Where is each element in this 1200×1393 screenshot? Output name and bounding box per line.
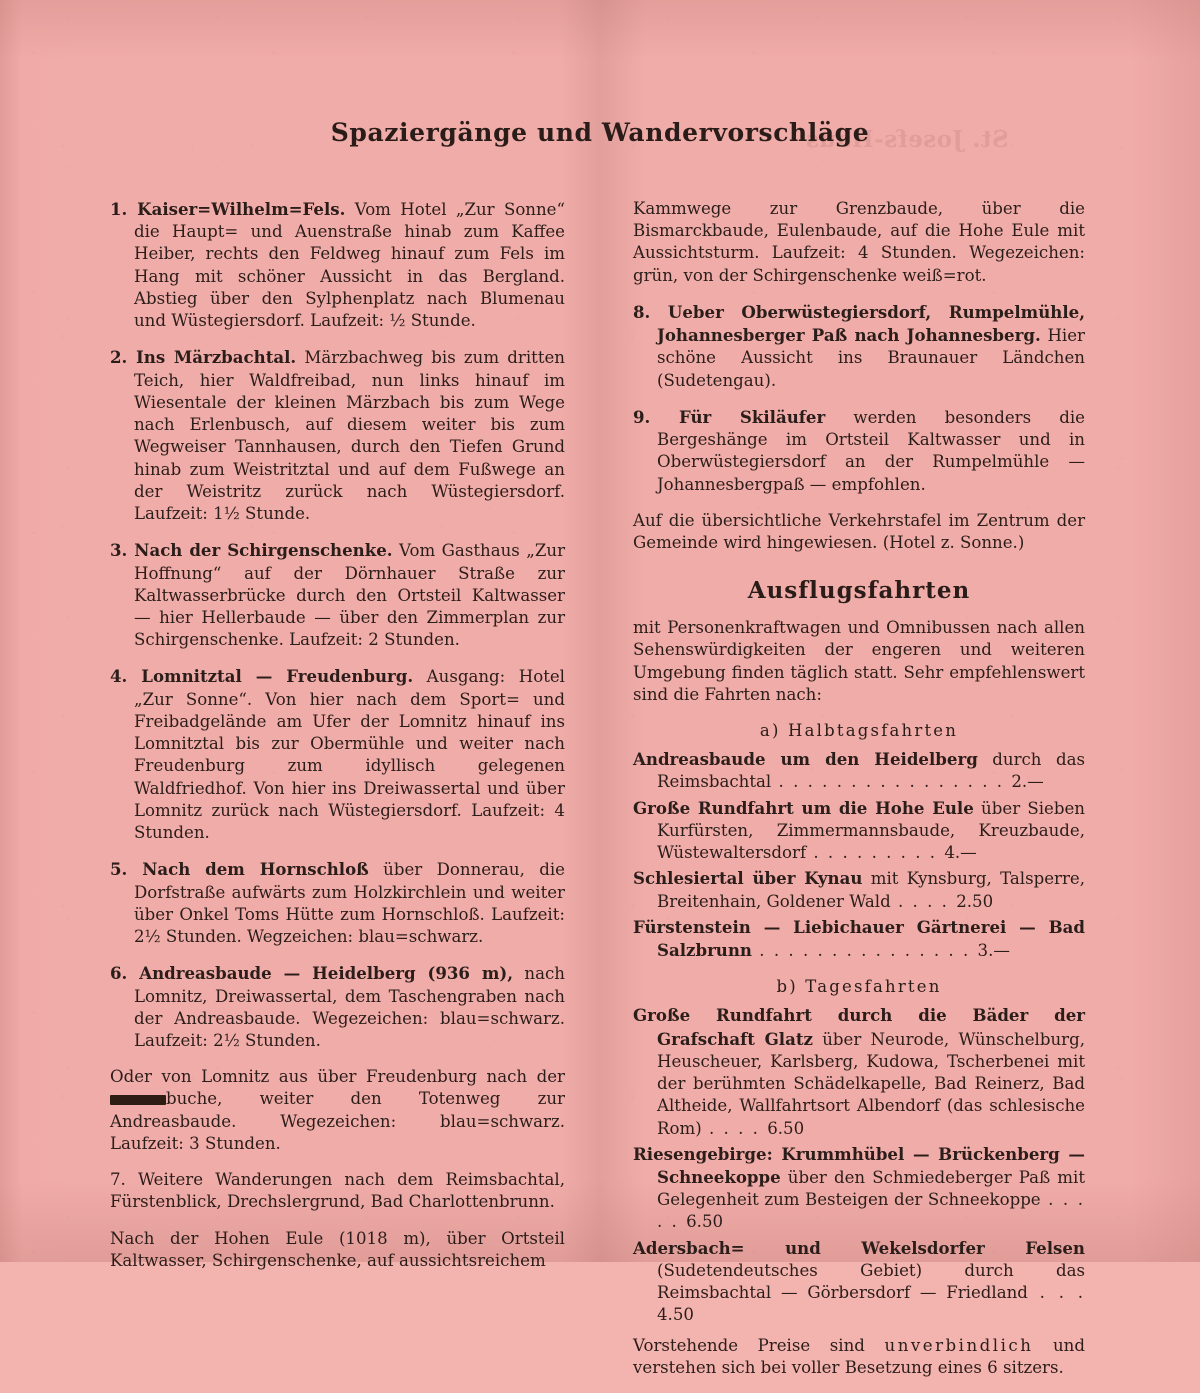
walk-item-3 xyxy=(110,539,565,651)
walk-item-1-lead: 1. Kaiser=Wilhelm=Fels. xyxy=(110,199,346,219)
walk-item-6-alternative xyxy=(110,1066,565,1155)
walk-item-1-text: Vom Hotel „Zur Sonne“ die Haupt= und Auenstraße hinab zum Kaffee Heiber, rechts den Feldweg hinauf zum Fels im Hang mit schöner Aussicht in das Bergland. Abstieg über den Sylphenplatz nach Blumenau und Wüstegiersdorf. Laufzeit: ½ Stunde. xyxy=(134,200,565,331)
walk-item-8 xyxy=(633,301,1085,392)
tour-price: 3.— xyxy=(977,941,1010,961)
walk-item-2 xyxy=(110,346,565,525)
tour-detail: über Neurode, Wünschelburg, Heuscheuer, Karlsberg, Kudowa, Tscherbenei mit der berühmten Schädelkapelle, Bad Reinerz, Bad Altheide, Wallfahrtsort Albendorf (das schlesische Rom) xyxy=(657,1029,1085,1138)
tour-detail: mit Kynsburg, Talsperre, Breitenhain, Goldener Wald xyxy=(657,869,1086,911)
continuation-paragraph: Kammwege zur Grenzbaude, über die Bismarckbaude, Eulenbaude, auf die Hohe Eule mit Aussichtsturm. Laufzeit: 4 Stunden. Wegezeichen: grün, von der Schirgenschenke weiß=rot. xyxy=(633,199,1085,285)
tour-price: 2.— xyxy=(1011,772,1044,792)
reverse-page-bleedthrough: St. Josefs-Haus xyxy=(805,126,1009,153)
tour-name: Fürstenstein — Liebichauer Gärtnerei — Bad Salzbrunn xyxy=(633,916,1085,961)
right-column xyxy=(633,198,1085,1393)
leader-dots: . . . . . . . . . . . . . . . xyxy=(752,941,978,961)
walk-item-7-lead: 7. Weitere Wanderungen xyxy=(110,1170,333,1190)
tour-price: 2.50 xyxy=(956,891,994,911)
tour-name: Andreasbaude um den Heidelberg xyxy=(633,749,978,770)
walk-item-3-lead: 3. Nach der Schirgenschenke. xyxy=(110,540,393,561)
walk-item-5 xyxy=(110,858,565,948)
walk-item-6-lead: 6. Andreasbaude — Heidelberg (936 m), xyxy=(110,963,514,984)
alternative-text-after: buche, weiter den Totenweg zur Andreasbaude. Wegezeichen: blau=schwarz. Laufzeit: 3 Stunden. xyxy=(110,1089,565,1153)
left-column xyxy=(110,198,565,1286)
tour-price: 4.— xyxy=(944,843,977,863)
full-day-trips-heading: b) Tagesfahrten xyxy=(776,977,942,997)
tour-detail: über den Schmiedeberger Paß mit Gelegenheit zum Besteigen der Schneekoppe xyxy=(657,1168,1085,1210)
alternative-text-before: Oder von Lomnitz aus über Freudenburg nach der xyxy=(110,1067,565,1087)
walk-item-2-text: Märzbachweg bis zum dritten Teich, hier Waldfreibad, nun links hinauf im Wiesentale der kleinen Märzbach bis zum Wege nach Erlenbusch, auf diesem weiter bis zum Wegweiser Tannhausen, durch den Tiefen Grund hinab zum Weistritztal und auf dem Fußwege an der Weistritz zurück nach Wüstegiersdorf. Laufzeit: 1½ Stunde. xyxy=(134,348,565,524)
excursions-intro: mit Personenkraftwagen und Omnibussen nach allen Sehenswürdigkeiten der engeren und weiteren Umgebung finden täglich statt. Sehr empfehlenswert sind die Fahrten nach: xyxy=(633,618,1085,704)
traffic-board-notice: Auf die übersichtliche Verkehrstafel im Zentrum der Gemeinde wird hingewiesen. (Hotel z. Sonne.) xyxy=(633,510,1085,553)
walk-item-8-lead: 8. Ueber Oberwüstegiersdorf, Rumpelmühle, Johannesberger Paß nach Johannesberg. xyxy=(633,301,1085,346)
walk-item-5-lead: 5. Nach dem Hornschloß xyxy=(110,859,369,880)
tour-detail: (Sudetendeutsches Gebiet) durch das Reimsbachtal — Görbersdorf — Friedland xyxy=(657,1260,1085,1303)
tour-name: Adersbach= und Wekelsdorfer Felsen xyxy=(633,1237,1085,1258)
tour-price: 6.50 xyxy=(767,1118,805,1138)
redaction-bar xyxy=(110,1095,166,1105)
walk-item-4 xyxy=(110,665,565,844)
walk-item-2-lead: 2. Ins Märzbachtal. xyxy=(110,347,297,368)
footnote-part-a: Vorstehende Preise sind xyxy=(633,1335,885,1355)
half-day-trips-list xyxy=(633,748,1085,962)
leader-dots: . . . . xyxy=(890,891,957,911)
walk-item-7-text: nach dem Reimsbachtal, Fürstenblick, Drechslergrund, Bad Charlottenbrunn. xyxy=(110,1170,565,1212)
walk-item-3-text: Vom Gasthaus „Zur Hoffnung“ auf der Dörnhauer Straße zur Kaltwasserbrücke durch den Ortsteil Kaltwasser — hier Hellerbaude — über den Zimmerplan zur Schirgenschenke. Laufzeit: 2 Stunden. xyxy=(134,541,565,650)
walk-item-9 xyxy=(633,406,1085,496)
tour-name: Große Rundfahrt durch die Bäder der Grafschaft Glatz xyxy=(633,1005,1085,1049)
leader-dots: . . . . . xyxy=(657,1190,1085,1232)
half-day-trips-heading: a) Halbtagsfahrten xyxy=(759,721,959,741)
walk-item-7 xyxy=(110,1169,565,1213)
list-item xyxy=(633,748,1085,793)
footnote-emphasis: unverbindlich xyxy=(884,1335,1034,1355)
walk-item-5-text: über Donnerau, die Dorfstraße aufwärts zum Holzkirchlein und weiter über Onkel Toms Hütte zum Hornschloß. Laufzeit: 2½ Stunden. Wegzeichen: blau=schwarz. xyxy=(134,860,565,947)
list-item xyxy=(633,867,1085,912)
page-title: Spaziergänge und Wandervorschläge xyxy=(330,118,870,147)
tour-price: 4.50 xyxy=(657,1305,694,1325)
list-item xyxy=(633,1143,1085,1234)
price-footnote xyxy=(633,1335,1085,1379)
list-item xyxy=(633,1237,1085,1327)
excursions-section-title: Ausflugsfahrten xyxy=(747,577,971,605)
walk-item-4-lead: 4. Lomnitztal — Freudenburg. xyxy=(110,666,414,687)
tour-name: Schlesiertal über Kynau xyxy=(633,868,863,889)
list-item xyxy=(633,1004,1085,1139)
tour-name: Große Rundfahrt um die Hohe Eule xyxy=(633,797,974,818)
walk-item-8-text: Hier schöne Aussicht ins Braunauer Ländchen (Sudetengau). xyxy=(657,326,1085,390)
full-day-trips-list xyxy=(633,1004,1085,1326)
walk-item-9-text: werden besonders die Bergeshänge im Ortsteil Kaltwasser und in Oberwüstegiersdorf an der Rumpelmühle — Johannesbergpaß — empfohlen. xyxy=(657,407,1085,494)
list-item xyxy=(633,797,1085,865)
leader-dots: . . . . . . . . . xyxy=(806,843,945,863)
tour-name: Riesengebirge: Krummhübel — Brückenberg — Schneekoppe xyxy=(633,1143,1085,1187)
leader-dots: . . . . xyxy=(701,1118,768,1138)
leader-dots: . . . . . . . . . . . . . . . . xyxy=(771,772,1012,792)
walk-item-4-text: Ausgang: Hotel „Zur Sonne“. Von hier nach dem Sport= und Freibadgelände am Ufer der Lomnitz hinauf ins Lomnitztal bis zur Obermühle und weiter nach Freudenburg zum idyllisch gelegenen Waldfriedhof. Von hier ins Dreiwassertal und über Lomnitz zurück nach Wüstegiersdorf. Laufzeit: 4 Stunden. xyxy=(134,667,565,843)
walk-item-1 xyxy=(110,198,565,332)
walk-item-6-text: nach Lomnitz, Dreiwassertal, dem Taschengraben nach der Andreasbaude. Wegezeichen: blau=schwarz. Laufzeit: 2½ Stunden. xyxy=(134,964,565,1050)
leader-dots: . . . xyxy=(1027,1283,1085,1303)
list-item xyxy=(633,916,1085,962)
walk-item-9-lead: 9. Für Skiläufer xyxy=(633,406,826,427)
tour-detail: durch das Reimsbachtal xyxy=(657,750,1085,792)
walk-item-7-tail: Nach der Hohen Eule (1018 m), über Ortsteil Kaltwasser, Schirgenschenke, auf aussichtsreichem xyxy=(110,1228,565,1270)
tour-price: 6.50 xyxy=(686,1212,724,1232)
tour-detail: über Sieben Kurfürsten, Zimmermannsbaude, Kreuzbaude, Wüstewaltersdorf xyxy=(657,798,1085,863)
footnote-part-c: und verstehen sich bei voller Besetzung eines 6 sitzers. xyxy=(633,1335,1085,1377)
walk-item-6 xyxy=(110,962,565,1052)
